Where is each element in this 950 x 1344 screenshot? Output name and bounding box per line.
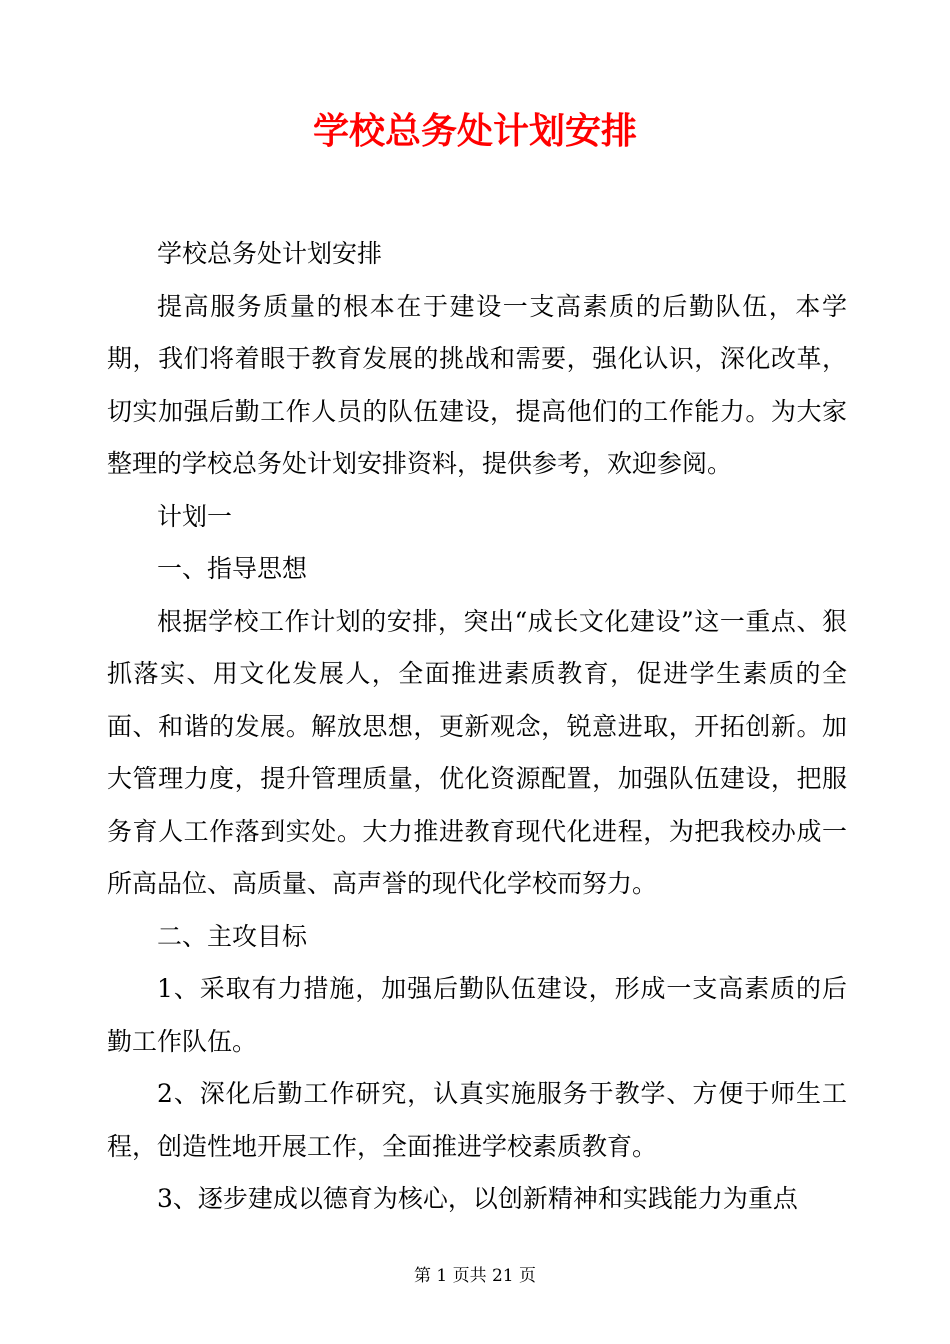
document-body <box>107 228 847 1226</box>
page-footer: 第 1 页共 21 页 <box>413 1266 537 1286</box>
list-item-goal-2: 2、深化后勤工作研究，认真实施服务于教学、方便于师生工程，创造性地开展工作，全面推进学校素质教育。 <box>107 1079 847 1161</box>
paragraph-guiding-thought: 根据学校工作计划的安排，突出“成长文化建设”这一重点、狠抓落实、用文化发展人，全面推进素质教育，促进学生素质的全面、和谐的发展。解放思想，更新观念，锐意进取，开拓创新。加大管理力度，提升管理质量，优化资源配置，加强队伍建设，把服务育人工作落到实处。大力推进教育现代化进程，为把我校办成一所高品位、高质量、高声誉的现代化学校而努力。 <box>107 606 847 898</box>
document-title: 学校总务处计划安排 <box>312 111 637 152</box>
paragraph-intro: 提高服务质量的根本在于建设一支高素质的后勤队伍，本学期，我们将着眼于教育发展的挑战和需要，强化认识，深化改革，切实加强后勤工作人员的队伍建设，提高他们的工作能力。为大家整理的学校总务处计划安排资料，提供参考，欢迎参阅。 <box>107 291 847 478</box>
paragraph-plan-heading: 计划一 <box>157 501 233 531</box>
list-item-goal-1: 1、采取有力措施，加强后勤队伍建设，形成一支高素质的后勤工作队伍。 <box>107 974 847 1056</box>
paragraph-subtitle: 学校总务处计划安排 <box>157 239 383 268</box>
section-heading-guiding-thought: 一、指导思想 <box>157 554 308 583</box>
section-heading-main-goals: 二、主攻目标 <box>157 921 308 951</box>
list-item-goal-3: 3、逐步建成以德育为核心，以创新精神和实践能力为重点 <box>157 1184 798 1213</box>
